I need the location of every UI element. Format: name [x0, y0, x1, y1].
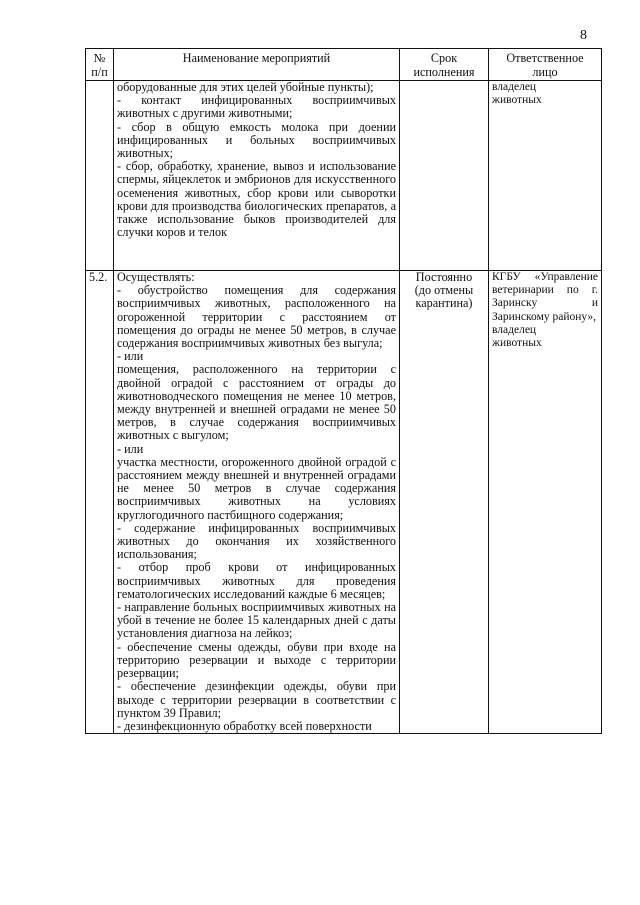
header-name: Наименование мероприятий: [114, 49, 400, 81]
measure-line: - дезинфекционную обработку всей поверхности: [117, 718, 372, 733]
measure-line: - обеспечение смены одежды, обуви при входе на территорию резервации и выходе с территории резервации;: [117, 639, 396, 681]
measure-line: - обеспечение дезинфекции одежды, обуви при выходе с территории резервации в соответствии с пунктом 39 Правил;: [117, 679, 396, 720]
measure-line: - сбор, обработку, хранение, вывоз и использование спермы, яйцеклеток и эмбрионов для искусственного осеменения животных, сбор крови или сыворотки крови для производства биологических препаратов, а также использование быков производителей для случки коров и телок: [117, 159, 396, 240]
measure-line: - сбор в общую емкость молока при доении инфицированных и больных восприимчивых животных;: [117, 119, 396, 161]
cell-measures: [114, 81, 400, 271]
cell-responsible: владелец животных: [489, 81, 602, 271]
measure-line: - направление больных восприимчивых животных на убой в течение не более 15 календарных дней с даты установления диагноза на лейкоз;: [117, 600, 396, 641]
cell-term: [400, 81, 489, 271]
measure-line: участка местности, огороженного двойной оградой с расстоянием между внешней и внутренней оградами не менее 50 метров в случае содержания восприимчивых животных на условиях круглогодичного пастбищного содержания;: [117, 454, 396, 522]
responsible-org: КГБУ «Управление ветеринарии по г. Заринску и Заринскому району»,: [492, 271, 598, 323]
measure-line: - обустройство помещения для содержания восприимчивых животных, расположенного на огороженной территории с расстоянием от помещения до ограды не менее 50 метров, в случае содержания восприимчивых животных без выгула;: [117, 283, 396, 351]
header-num: № п/п: [86, 49, 114, 81]
header-term: Срок исполнения: [400, 49, 489, 81]
table-row: [86, 271, 602, 734]
responsible-owner: владелец животных: [492, 323, 542, 350]
table-row: [86, 81, 602, 271]
cell-num: [86, 81, 114, 271]
measure-line: - или: [117, 441, 144, 456]
measure-line: - контакт инфицированных восприимчивых животных с другими животными;: [117, 93, 396, 121]
table-header-row: [86, 49, 602, 81]
measure-line: оборудованные для этих целей убойные пункты);: [117, 80, 374, 94]
measure-line: - содержание инфицированных восприимчивых животных до окончания их хозяйственного использования;: [117, 520, 396, 562]
header-responsible: Ответственное лицо: [489, 49, 602, 81]
cell-measures: [114, 271, 400, 734]
cell-term: Постоянно (до отмены карантина): [400, 271, 489, 734]
cell-responsible: [489, 271, 602, 734]
cell-num: 5.2.: [86, 271, 114, 734]
measure-line: Осуществлять:: [117, 270, 195, 284]
measure-line: - отбор проб крови от инфицированных восприимчивых животных для проведения гематологических исследований каждые 6 месяцев;: [117, 560, 396, 601]
measure-line: помещения, расположенного на территории с двойной оградой с расстоянием от ограды до животноводческого помещения не менее 10 метров, между внутренней и внешней оградами не менее 50 метров, в случае содержания восприимчивых животных с выгулом;: [117, 362, 396, 443]
page-number: 8: [580, 28, 587, 43]
measures-table: [85, 48, 602, 734]
measure-line: - или: [117, 349, 144, 364]
